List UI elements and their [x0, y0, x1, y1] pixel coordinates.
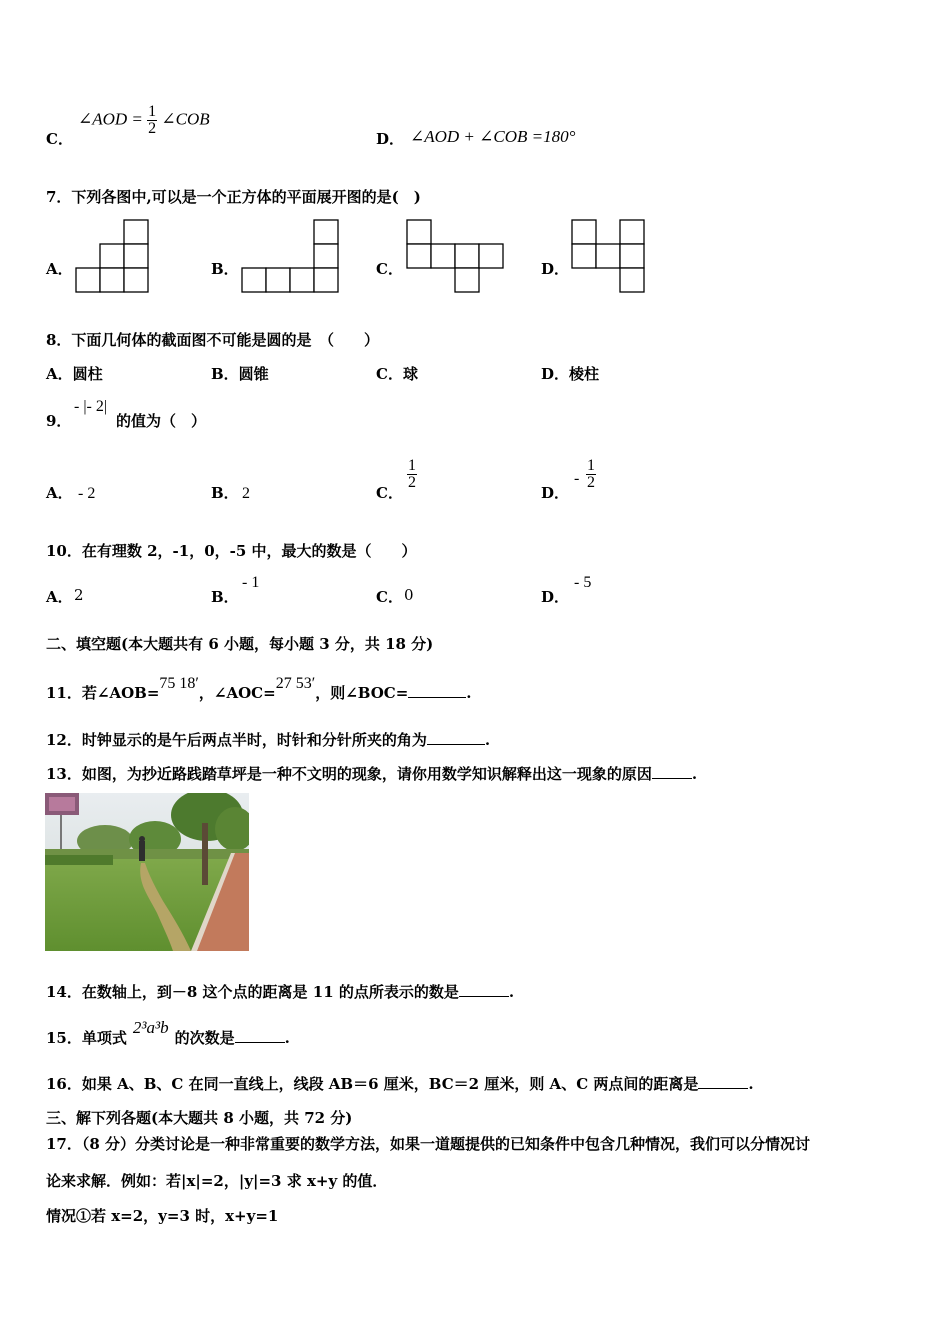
q7-net-c [405, 218, 509, 294]
q6-option-d-expression: ∠AOD + ∠COB =180° [410, 127, 576, 146]
q10-option-a-label: A． [46, 588, 73, 606]
q10-option-b-value: - 1 [242, 574, 260, 591]
q11-text [46, 675, 472, 703]
q13-end: . [691, 765, 698, 783]
q6-c-right: ∠COB [161, 109, 210, 129]
q6-c-fraction [147, 104, 157, 137]
q15-pre: 15．单项式 [46, 1029, 127, 1047]
section-3-heading: 三、解下列各题(本大题共 8 小题，共 72 分) [46, 1109, 353, 1127]
q16-answer-blank[interactable] [698, 1076, 748, 1089]
q10-option-b-label: B． [211, 588, 239, 606]
q10-option-c-value: 0 [404, 586, 414, 604]
q9-option-b-label: B． [211, 484, 239, 502]
q10-option-a-value: 2 [74, 586, 84, 604]
q14-text: 14．在数轴上，到－8 这个点的距离是 11 的点所表示的数是 [46, 983, 459, 1001]
q9-option-a-label: A． [46, 484, 73, 502]
q11-answer-blank[interactable] [408, 685, 466, 698]
q14-line [46, 981, 514, 1002]
q15-monomial: 2³a³b [132, 1018, 169, 1037]
q7-net-b [240, 218, 340, 294]
lawn-path-photo [45, 793, 249, 951]
q12-answer-blank[interactable] [427, 732, 485, 745]
q10-option-d-label: D． [541, 588, 570, 606]
q6-c-numerator: 1 [148, 103, 157, 120]
q7-net-d [570, 218, 650, 294]
q9-stem-tail: 的值为（ ） [116, 412, 207, 430]
q16-text: 16．如果 A、B、C 在同一直线上，线段 AB＝6 厘米，BC＝2 厘米，则 A、C 两点间的距离是 [46, 1075, 699, 1093]
q16-end: . [748, 1075, 754, 1093]
q15-end: . [284, 1029, 290, 1047]
q12-end: . [484, 731, 491, 749]
q8-option-d: D．棱柱 [541, 365, 600, 383]
q9-option-d-fraction [586, 458, 596, 491]
q11-mid: ，∠AOC= [198, 684, 276, 702]
q11-post: ，则∠BOC= [315, 684, 409, 702]
q7-net-a [74, 218, 154, 294]
q12-line [46, 729, 490, 750]
q7-option-d-label: D． [541, 260, 570, 278]
q6-c-left: ∠AOD = [78, 109, 143, 129]
q13-text: 13．如图，为抄近路践踏草坪是一种不文明的现象，请你用数学知识解释出这一现象的原因 [46, 765, 652, 783]
q6-option-c-label: C． [46, 130, 73, 148]
q8-option-a: A．圆柱 [46, 365, 103, 383]
q9-option-d-sign: - [574, 470, 580, 487]
q9-c-denominator: 2 [408, 474, 416, 491]
q11-end: . [466, 684, 472, 702]
q17-line-1: 17．（8 分）分类讨论是一种非常重要的数学方法，如果一道题提供的已知条件中包含几种情况，我们可以分情况讨 [46, 1135, 811, 1153]
q10-option-c-label: C． [376, 588, 403, 606]
q8-option-b: B．圆锥 [211, 365, 269, 383]
q9-option-d-label: D． [541, 484, 570, 502]
q6-option-d-label: D． [376, 130, 405, 148]
q15-line [46, 1018, 290, 1048]
q9-d-numerator: 1 [587, 457, 595, 474]
q11-pre: 11．若∠AOB= [46, 684, 160, 702]
q17-line-3: 情况①若 x=2，y=3 时，x+y=1 [46, 1207, 279, 1225]
q9-option-a-value: - 2 [78, 485, 96, 502]
q8-stem: 8．下面几何体的截面图不可能是圆的是 （ ） [46, 331, 379, 349]
q8-option-c: C．球 [376, 365, 418, 383]
q14-answer-blank[interactable] [459, 984, 509, 997]
q12-text: 12．时钟显示的是午后两点半时，时针和分针所夹的角为 [46, 731, 427, 749]
q9-option-b-value: 2 [242, 485, 250, 502]
q13-line [46, 763, 697, 784]
q9-d-denominator: 2 [587, 474, 595, 491]
q16-line [46, 1073, 754, 1094]
q10-stem: 10．在有理数 2，-1，0，-5 中，最大的数是（ ） [46, 542, 417, 560]
q17-line-2: 论来求解．例如：若|x|=2，|y|=3 求 x+y 的值． [46, 1172, 388, 1190]
q6-c-denominator: 2 [148, 120, 157, 137]
q7-option-b-label: B． [211, 260, 239, 278]
q9-option-c-label: C． [376, 484, 403, 502]
q14-end: . [508, 983, 515, 1001]
q9-number: 9． [46, 412, 72, 430]
q10-option-d-value: - 5 [574, 574, 592, 591]
q15-post: 的次数是 [174, 1029, 235, 1047]
q11-aoc-value: 27 53′ [275, 675, 316, 692]
q11-aob-value: 75 18′ [159, 675, 199, 692]
q13-answer-blank[interactable] [652, 766, 692, 779]
section-2-heading: 二、填空题(本大题共有 6 小题，每小题 3 分，共 18 分) [46, 635, 434, 653]
q9-expression: - |- 2| [74, 398, 108, 415]
q6-option-c-expression [78, 104, 210, 137]
q9-c-numerator: 1 [408, 457, 416, 474]
q7-stem: 7．下列各图中,可以是一个正方体的平面展开图的是( ) [46, 188, 421, 206]
q7-option-c-label: C． [376, 260, 403, 278]
q7-option-a-label: A． [46, 260, 73, 278]
q15-answer-blank[interactable] [235, 1030, 285, 1043]
q9-option-c-fraction [407, 458, 417, 491]
